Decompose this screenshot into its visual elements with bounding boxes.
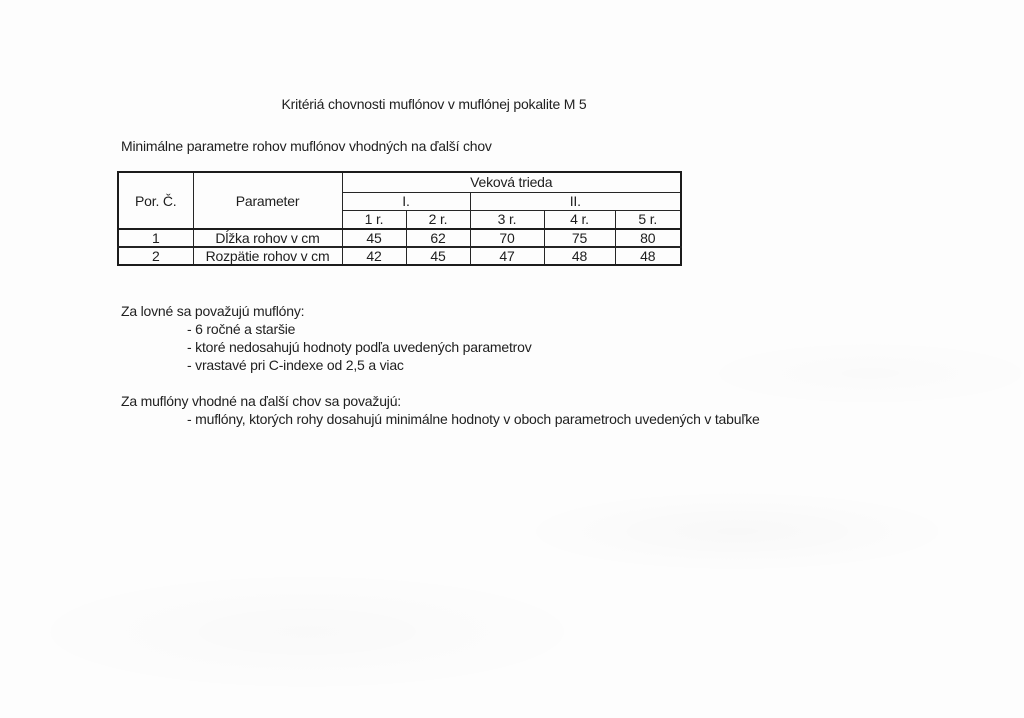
parameter-name-cell: Rozpätie rohov v cm [193,247,342,265]
parameters-table [117,171,682,266]
section-lovne-item: - ktoré nedosahujú hodnoty podľa uvedených parametrov [187,339,532,355]
section-lovne-heading: Za lovné sa považujú muflóny: [121,303,305,319]
value-cell: 48 [615,247,681,265]
value-cell: 75 [544,229,615,247]
header-cell-age-2: 2 r. [406,210,470,229]
document-title: Kritériá chovnosti muflónov v muflónej pokalite M 5 [281,96,587,112]
header-cell-group-2: II. [470,192,681,210]
value-cell: 70 [470,229,544,247]
header-cell-age-1: 1 r. [342,210,406,229]
section-lovne-item: - 6 ročné a staršie [187,321,296,337]
header-cell-age-5: 5 r. [615,210,681,229]
header-cell-age-4: 4 r. [544,210,615,229]
row-number-cell: 1 [118,229,193,247]
table-row [118,229,681,247]
value-cell: 45 [406,247,470,265]
header-cell-por-c: Por. Č. [118,172,193,229]
row-number-cell: 2 [118,247,193,265]
value-cell: 80 [615,229,681,247]
header-cell-vekova-trieda: Veková trieda [342,172,681,192]
section-vhodne-heading: Za muflóny vhodné na ďalší chov sa považujú: [121,393,401,409]
header-cell-group-1: I. [342,192,470,210]
value-cell: 47 [470,247,544,265]
value-cell: 45 [342,229,406,247]
value-cell: 48 [544,247,615,265]
value-cell: 62 [406,229,470,247]
value-cell: 42 [342,247,406,265]
parameter-name-cell: Dĺžka rohov v cm [193,229,342,247]
header-cell-parameter: Parameter [193,172,342,229]
section-lovne-item: - vrastavé pri C-indexe od 2,5 a viac [187,357,404,373]
section-vhodne-item: - muflóny, ktorých rohy dosahujú minimálne hodnoty v oboch parametroch uvedených v tabuľke [187,411,760,427]
table-row [118,247,681,265]
document-subtitle: Minimálne parametre rohov muflónov vhodných na ďalší chov [121,138,492,154]
header-cell-age-3: 3 r. [470,210,544,229]
